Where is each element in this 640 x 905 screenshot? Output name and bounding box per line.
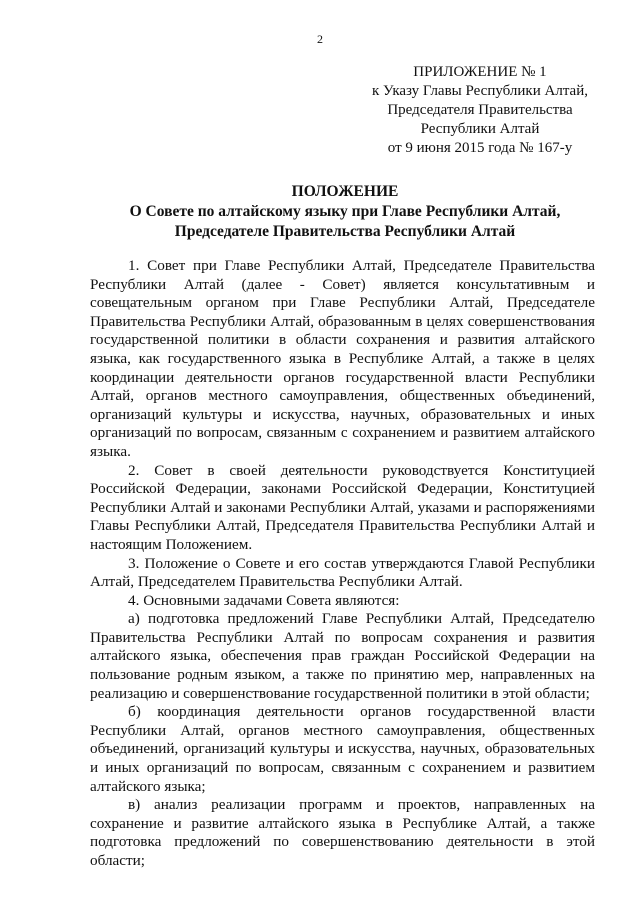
- task-item-a: а) подготовка предложений Главе Республики Алтай, Председателю Правительства Республики Алтай по вопросам сохранения и развития алтайского языка, обеспечения прав граждан Российской Федерации на пользование родным языком, а также по принятию мер, направленных на реализацию и совершенствование государственной политики в этой области;: [90, 610, 595, 702]
- document-subtitle-line-1: О Совете по алтайскому языку при Главе Республики Алтай,: [129, 203, 561, 220]
- appendix-date-number: от 9 июня 2015 года № 167-у: [387, 140, 573, 156]
- document-subtitle-line-2: Председателе Правительства Республики Алтай: [174, 223, 516, 240]
- paragraph-1-council-status: 1. Совет при Главе Республики Алтай, Председателе Правительства Республики Алтай (далее - Совет) является консультативным и совещательным органом при Главе Республики Алтай, Председателе Правительства Республики Алтай, образованным в целях совершенствования государственной политики в области сохранения и развития алтайского языка, как государственного языка в Республике Алтай, а также в целях координации деятельности органов государственной власти Республики Алтай, органов местного самоуправления, общественных объединений, организаций культуры и искусства, научных, образовательных и иных организаций по вопросам, связанным с сохранением и развитием алтайского языка.: [90, 257, 595, 460]
- task-item-c: в) анализ реализации программ и проектов, направленных на сохранение и развитие алтайского языка в Республике Алтай, а также подготовка предложений по совершенствованию деятельности в этой области;: [90, 796, 595, 869]
- appendix-decree-reference: к Указу Главы Республики Алтай,: [371, 83, 588, 99]
- document-title-block: [90, 182, 600, 242]
- task-item-b: б) координация деятельности органов государственной власти Республики Алтай, органов местного самоуправления, общественных объединений, организаций культуры и искусства, научных, образовательных и иных организаций по вопросам, связанным с сохранением и развитием алтайского языка;: [90, 703, 595, 795]
- paragraph-2-legal-basis: 2. Совет в своей деятельности руководствуется Конституцией Российской Федерации, законами Российской Федерации, Конституцией Республики Алтай и законами Республики Алтай, указами и распоряжениями Главы Республики Алтай, Председателя Правительства Республики Алтай и настоящим Положением.: [90, 461, 595, 553]
- appendix-title: ПРИЛОЖЕНИЕ № 1: [413, 64, 547, 80]
- appendix-chairman-line: Председателя Правительства: [387, 102, 573, 118]
- document-heading: ПОЛОЖЕНИЕ: [291, 183, 399, 200]
- paragraph-4-main-tasks: 4. Основными задачами Совета являются:: [128, 591, 400, 609]
- appendix-header: [360, 63, 600, 158]
- appendix-republic-line: Республики Алтай: [420, 121, 540, 137]
- page-number: 2: [317, 32, 323, 46]
- document-body: [90, 257, 595, 871]
- paragraph-3-approval: 3. Положение о Совете и его состав утверждаются Главой Республики Алтай, Председателем Правительства Республики Алтай.: [90, 554, 595, 591]
